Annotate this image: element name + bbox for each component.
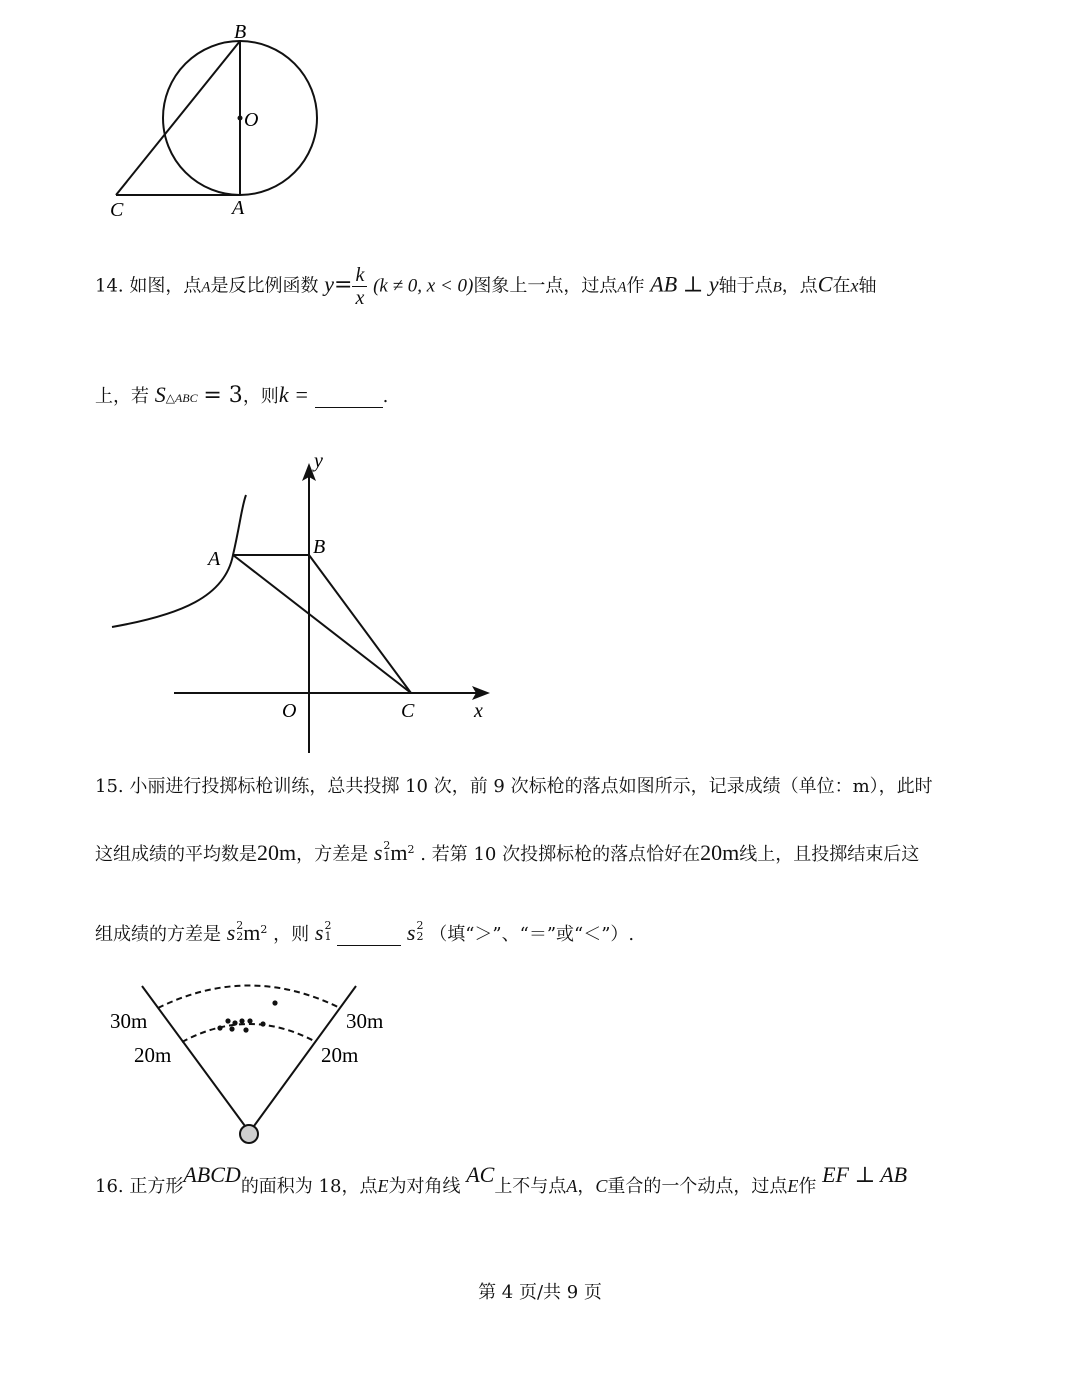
q14-line1: 14. 如图，点A是反比例函数 y= $\frac{k}{x}$ (k ≠ 0, x < 0)图象上一点，过点A作 AB ⊥ y轴于点B，点C在x轴 bbox=[95, 264, 877, 309]
label-a: A bbox=[208, 548, 221, 570]
landing-point bbox=[232, 1020, 237, 1025]
label-20m-left: 20m bbox=[134, 1043, 172, 1067]
arc-20m bbox=[182, 1024, 316, 1042]
label-o: O bbox=[244, 109, 259, 131]
fraction-k-over-x: $\frac{k}{x}$ bbox=[352, 264, 367, 309]
q14-line2: 上，若 S△ABC = 3，则k = . bbox=[95, 382, 389, 408]
javelin-sector-figure bbox=[100, 978, 400, 1148]
label-b: B bbox=[234, 21, 247, 43]
label-o: O bbox=[282, 700, 297, 722]
segment-cb bbox=[116, 41, 240, 195]
page-footer: 第 4 页/共 9 页 bbox=[478, 1282, 602, 1303]
q15-line1: 15. 小丽进行投掷标枪训练，总共投掷 10 次，前 9 次标枪的落点如图所示，记录成绩（单位：m），此时 bbox=[95, 776, 933, 797]
label-c: C bbox=[110, 199, 124, 221]
q15-line3: 组成绩的方差是 s 2 2 $m^2$ ，则 s 2 1 s 2 2 （填“＞”、“＝”或“＜”）. bbox=[95, 919, 635, 945]
landing-point bbox=[247, 1018, 252, 1023]
answer-blank-14[interactable] bbox=[315, 386, 383, 408]
label-y: y bbox=[314, 450, 323, 472]
label-30m-right: 30m bbox=[346, 1009, 384, 1033]
segment-bc bbox=[309, 555, 411, 693]
throw-origin bbox=[240, 1125, 258, 1143]
label-b: B bbox=[313, 536, 326, 558]
landing-point bbox=[272, 1000, 277, 1005]
circle-figure bbox=[100, 20, 340, 225]
q15-line2: 这组成绩的平均数是20m，方差是 s 2 1 $m^2$ . 若第 10 次投掷标枪的落点恰好在20m线上，且投掷结束后这 bbox=[95, 839, 920, 865]
landing-points bbox=[217, 1000, 277, 1032]
label-x: x bbox=[474, 700, 483, 722]
label-30m-left: 30m bbox=[110, 1009, 148, 1033]
landing-point bbox=[229, 1026, 234, 1031]
landing-point bbox=[217, 1025, 222, 1030]
coordinate-figure bbox=[100, 445, 500, 757]
hyperbola-curve bbox=[112, 495, 246, 627]
center-dot bbox=[238, 116, 243, 121]
arc-30m bbox=[158, 986, 340, 1009]
landing-point bbox=[239, 1018, 244, 1023]
landing-point bbox=[260, 1021, 265, 1026]
landing-point bbox=[243, 1027, 248, 1032]
q16-line1: 16. 正方形ABCD的面积为 18，点E为对角线 AC上不与点A，C重合的一个动点，过点E作 EF ⊥ AB bbox=[95, 1162, 908, 1197]
label-a: A bbox=[232, 197, 245, 219]
landing-point bbox=[225, 1018, 230, 1023]
segment-ac bbox=[233, 555, 411, 693]
label-c: C bbox=[401, 700, 415, 722]
label-20m-right: 20m bbox=[321, 1043, 359, 1067]
answer-blank-15[interactable] bbox=[337, 924, 401, 946]
